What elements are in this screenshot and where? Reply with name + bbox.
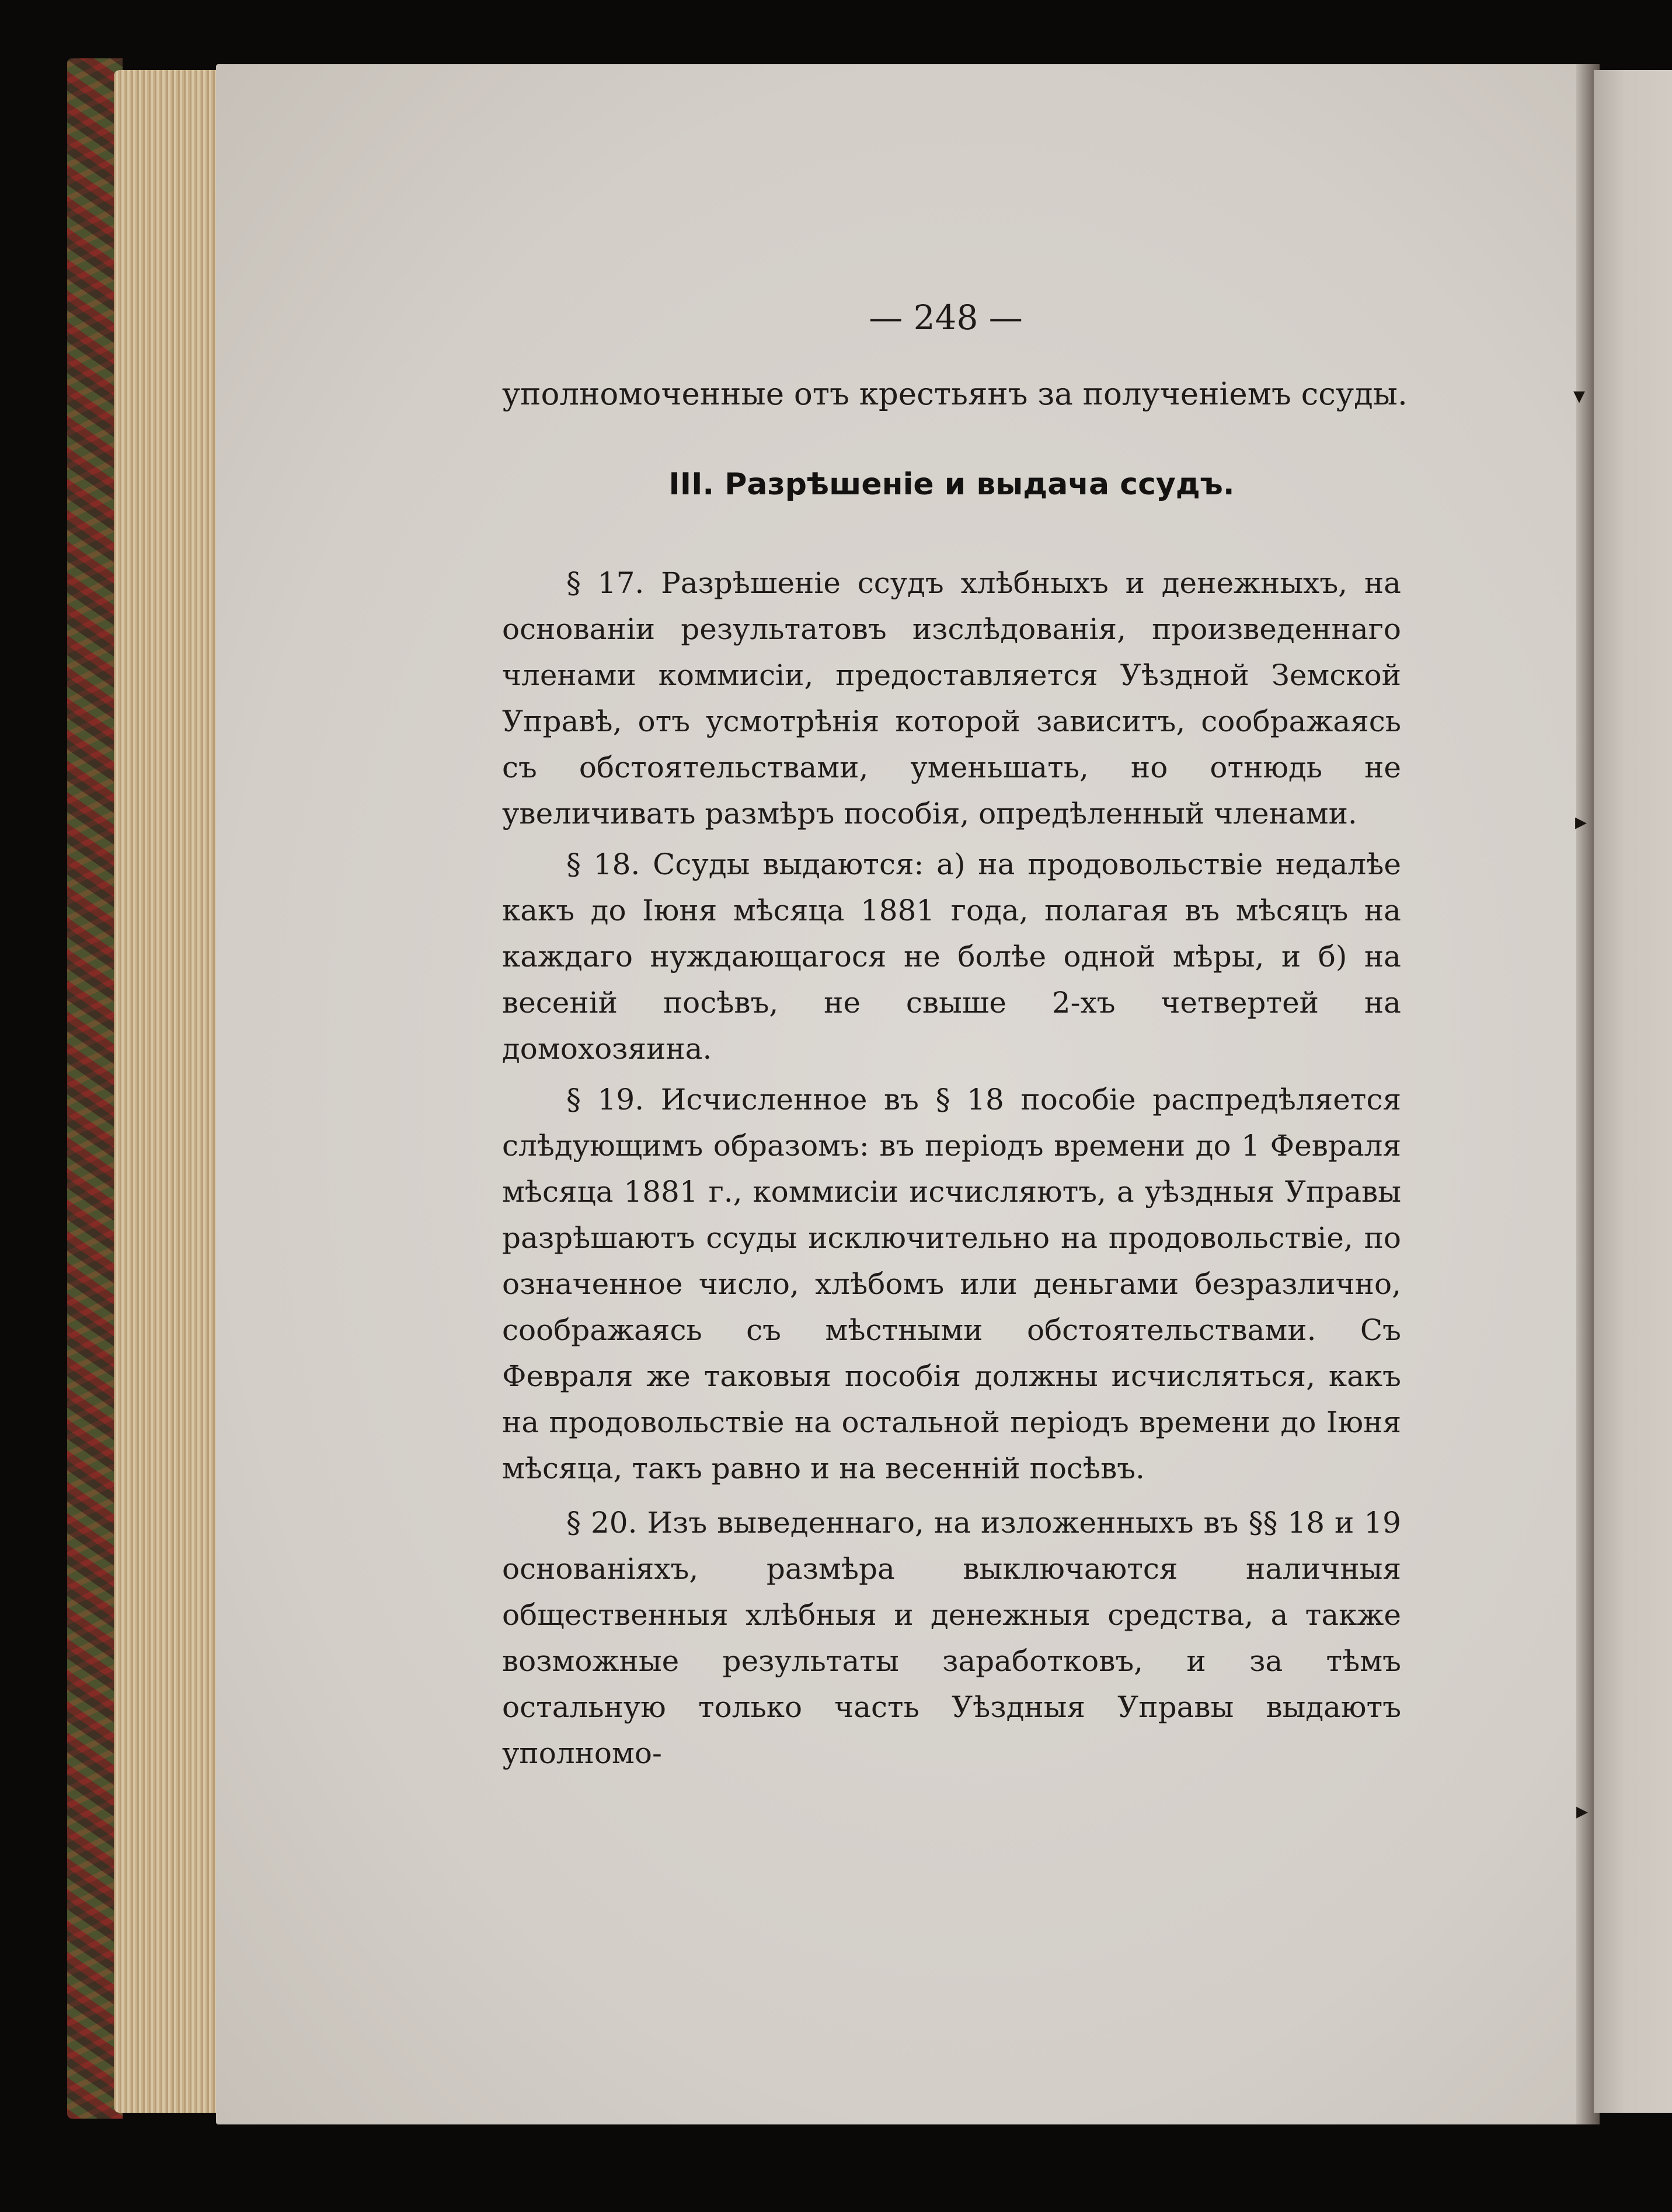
- next-page-edge: [1594, 70, 1672, 2113]
- paragraph-19: § 19. Исчисленное въ § 18 пособіе распредѣляется слѣдующимъ образомъ: въ періодъ времени до 1 Февраля мѣсяца 1881 г., коммисіи исчисляютъ, а уѣздныя Управы разрѣшаютъ ссуды исключительно на продовольствіе, по означенное число, хлѣбомъ или деньгами безразлично, соображаясь съ мѣстными обстоятельствами. Съ Февраля же таковыя пособія должны исчисляться, какъ на продовольствіе на остальной періодъ времени до Іюня мѣсяца, такъ равно и на весенній посѣвъ.: [502, 1083, 1401, 1485]
- ribbon-marker-icon: ▸: [1576, 1798, 1589, 1824]
- paragraph-17: § 17. Разрѣшеніе ссудъ хлѣбныхъ и денежныхъ, на основаніи результатовъ изслѣдованія, произведеннаго членами коммисіи, предоставляется Уѣздной Земской Управѣ, отъ усмотрѣнія которой зависитъ, соображаясь съ обстоятельствами, уменьшать, но отнюдь не увеличивать размѣръ пособія, опредѣленный членами.: [502, 566, 1401, 831]
- body-text: [502, 560, 1401, 1777]
- paragraph-20: § 20. Изъ выведеннаго, на изложенныхъ въ §§ 18 и 19 основаніяхъ, размѣра выключаются наличныя общественныя хлѣбныя и денежныя средства, а также возможные результаты заработковъ, и за тѣмъ остальную только часть Уѣздныя Управы выдаютъ уполномо-: [502, 1506, 1401, 1770]
- paragraph-18: § 18. Ссуды выдаются: а) на продовольствіе недалѣе какъ до Іюня мѣсяца 1881 года, полагая въ мѣсяцъ на каждаго нуждающагося не болѣе одной мѣры, и б) на весеній посѣвъ, не свыше 2-хъ четвертей на домохозяина.: [502, 847, 1401, 1066]
- ribbon-marker-icon: ▸: [1575, 808, 1587, 835]
- section-heading: III. Разрѣшеніе и выдача ссудъ.: [668, 467, 1235, 502]
- page-block-edges: [114, 70, 225, 2113]
- ribbon-marker-icon: ▾: [1573, 382, 1586, 409]
- page-number: — 248 —: [869, 298, 1023, 337]
- continuation-line: уполномоченные отъ крестьянъ за полученіемъ ссуды.: [502, 376, 1408, 412]
